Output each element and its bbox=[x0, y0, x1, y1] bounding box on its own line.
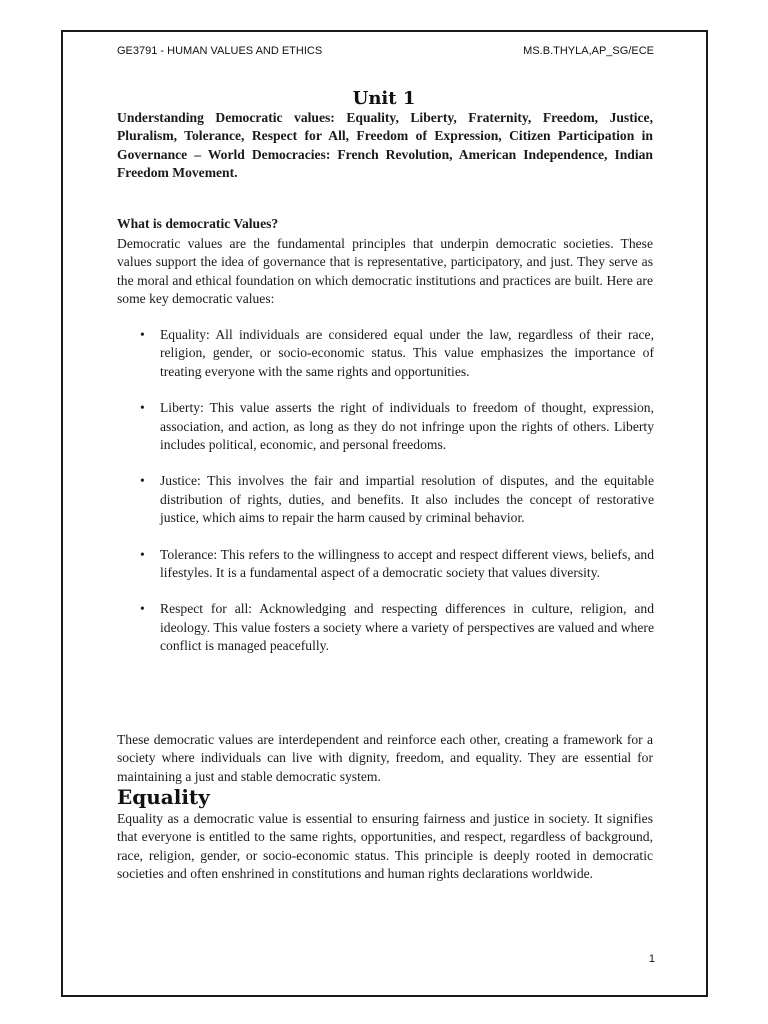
page-number: 1 bbox=[648, 953, 655, 965]
list-item-text: Tolerance: This refers to the willingness to accept and respect different views, beliefs, and lifestyles. It is a fundamental aspect of a democratic society that values diversity. bbox=[160, 546, 654, 581]
list-item bbox=[138, 326, 654, 381]
section-heading: What is democratic Values? bbox=[117, 216, 279, 231]
intro-paragraph: Democratic values are the fundamental principles that underpin democratic societies. These values support the idea of governance that is representative, participatory, and just. They serve as the moral and ethical foundation on which democratic institutions and practices are built. Here are some key democratic values: bbox=[117, 236, 653, 307]
list-item-text: Equality: All individuals are considered equal under the law, regardless of their race, religion, gender, or socio-economic status. This value emphasizes the importance of treating everyone with the same rights and opportunities. bbox=[160, 327, 654, 379]
closing-paragraph: These democratic values are interdependent and reinforce each other, creating a framework for a society where individuals can live with dignity, freedom, and equality. They are essential for maintaining a just and stable democratic system. bbox=[117, 732, 653, 784]
list-item-text: Respect for all: Acknowledging and respecting differences in culture, religion, and ideology. This value fosters a society where a variety of perspectives are valued and where conflict is managed peacefully. bbox=[160, 601, 654, 654]
header-course: GE3791 - HUMAN VALUES AND ETHICS bbox=[117, 45, 323, 57]
bullet-icon: • bbox=[140, 400, 145, 416]
list-item bbox=[138, 600, 654, 655]
bullet-icon: • bbox=[140, 327, 145, 342]
bullet-icon: • bbox=[140, 601, 145, 617]
list-item-text: Liberty: This value asserts the right of individuals to freedom of thought, expression, association, and action, as long as they do not infringe upon the rights of others. Liberty includes political, economic, and personal freedoms. bbox=[160, 400, 654, 453]
syllabus-summary: Understanding Democratic values: Equality, Liberty, Fraternity, Freedom, Justice, Pluralism, Tolerance, Respect for All, Freedom of Expression, Citizen Participation in Governance – World Democracies: French Revolution, American Independence, Indian Freedom Movement. bbox=[117, 110, 653, 181]
unit-title: Unit 1 bbox=[352, 88, 416, 109]
equality-paragraph: Equality as a democratic value is essential to ensuring fairness and justice in society. It signifies that everyone is entitled to the same rights, opportunities, and respect, regardless of background, race, religion, gender, or socio-economic status. This principle is deeply rooted in democratic societies and often enshrined in constitutions and human rights declarations worldwide. bbox=[117, 811, 653, 882]
equality-heading: Equality bbox=[117, 785, 210, 809]
list-item bbox=[138, 472, 654, 527]
list-item bbox=[138, 399, 654, 454]
values-list bbox=[138, 326, 654, 674]
header-author: MS.B.THYLA,AP_SG/ECE bbox=[523, 45, 654, 57]
list-item bbox=[138, 546, 654, 583]
bullet-icon: • bbox=[140, 473, 145, 489]
list-item-text: Justice: This involves the fair and impartial resolution of disputes, and the equitable distribution of rights, duties, and benefits. It also includes the concept of restorative justice, which aims to repair the harm caused by criminal behavior. bbox=[160, 473, 654, 526]
bullet-icon: • bbox=[140, 546, 145, 562]
